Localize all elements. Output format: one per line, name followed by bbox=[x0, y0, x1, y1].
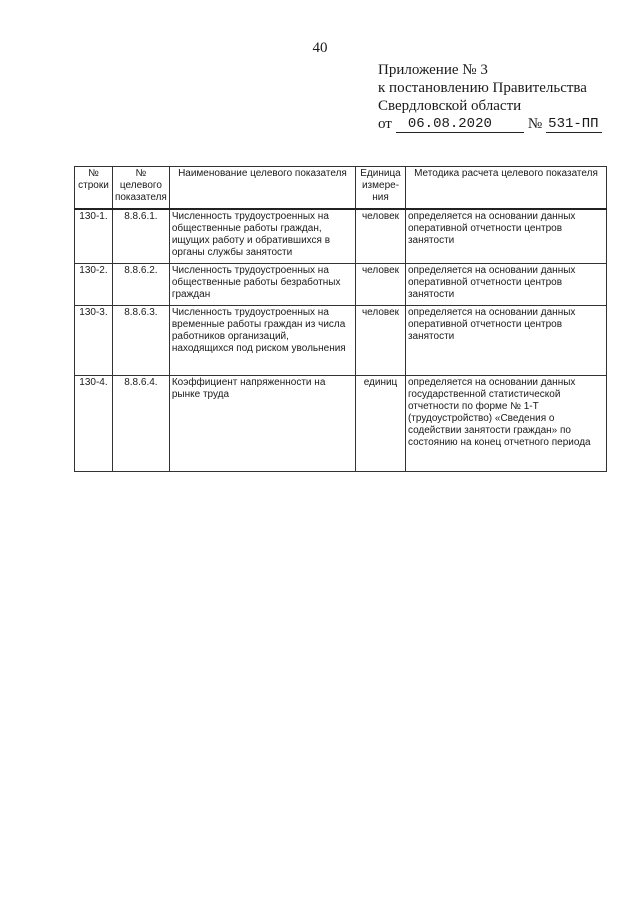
resolution-date-number-line bbox=[378, 115, 602, 133]
table-row bbox=[75, 306, 607, 376]
cell-unit: человек bbox=[356, 209, 406, 264]
cell-row-number: 130-3. bbox=[75, 306, 113, 376]
cell-indicator-number: 8.8.6.4. bbox=[112, 376, 169, 472]
cell-unit: человек bbox=[356, 264, 406, 306]
appendix-region: Свердловской области bbox=[378, 98, 522, 114]
page-number: 40 bbox=[312, 40, 328, 56]
cell-indicator-name: Коэффициент напряженности на рынке труда bbox=[169, 376, 355, 472]
header-method: Методика расчета целевого показателя bbox=[405, 167, 606, 209]
cell-indicator-name: Численность трудоустроенных на общественные работы безработных граждан bbox=[169, 264, 355, 306]
cell-method: определяется на основании данных оперативной отчетности центров занятости bbox=[405, 306, 606, 376]
cell-method: определяется на основании данных оперативной отчетности центров занятости bbox=[405, 209, 606, 264]
number-prefix: № bbox=[527, 116, 543, 132]
target-indicators-table bbox=[74, 166, 607, 472]
header-row-number: № строки bbox=[75, 167, 113, 209]
cell-indicator-number: 8.8.6.2. bbox=[112, 264, 169, 306]
table-header-row bbox=[75, 167, 607, 209]
header-unit: Единица измере-ния bbox=[356, 167, 406, 209]
table-row bbox=[75, 209, 607, 264]
appendix-header bbox=[378, 61, 602, 133]
cell-unit: человек bbox=[356, 306, 406, 376]
table-row bbox=[75, 264, 607, 306]
cell-row-number: 130-4. bbox=[75, 376, 113, 472]
resolution-number: 531-ПП bbox=[546, 117, 602, 133]
cell-row-number: 130-2. bbox=[75, 264, 113, 306]
header-indicator-name: Наименование целевого показателя bbox=[169, 167, 355, 209]
header-indicator-number: № целевого показателя bbox=[112, 167, 169, 209]
cell-method: определяется на основании данных государственной статистической отчетности по форме № 1-Т (трудоустройство) «Сведения о содействии занятости граждан» по состоянию на конец отчетного периода bbox=[405, 376, 606, 472]
cell-indicator-number: 8.8.6.3. bbox=[112, 306, 169, 376]
cell-indicator-number: 8.8.6.1. bbox=[112, 209, 169, 264]
cell-method: определяется на основании данных оперативной отчетности центров занятости bbox=[405, 264, 606, 306]
resolution-date: 06.08.2020 bbox=[396, 117, 524, 133]
cell-indicator-name: Численность трудоустроенных на временные работы граждан из числа работников организаций, находящихся под риском увольнения bbox=[169, 306, 355, 376]
cell-row-number: 130-1. bbox=[75, 209, 113, 264]
appendix-title: Приложение № 3 bbox=[378, 62, 488, 78]
cell-unit: единиц bbox=[356, 376, 406, 472]
cell-indicator-name: Численность трудоустроенных на общественные работы граждан, ищущих работу и обратившихся в органы службы занятости bbox=[169, 209, 355, 264]
table-row bbox=[75, 376, 607, 472]
appendix-resolution-ref: к постановлению Правительства bbox=[378, 80, 587, 96]
date-prefix: от bbox=[378, 116, 392, 132]
